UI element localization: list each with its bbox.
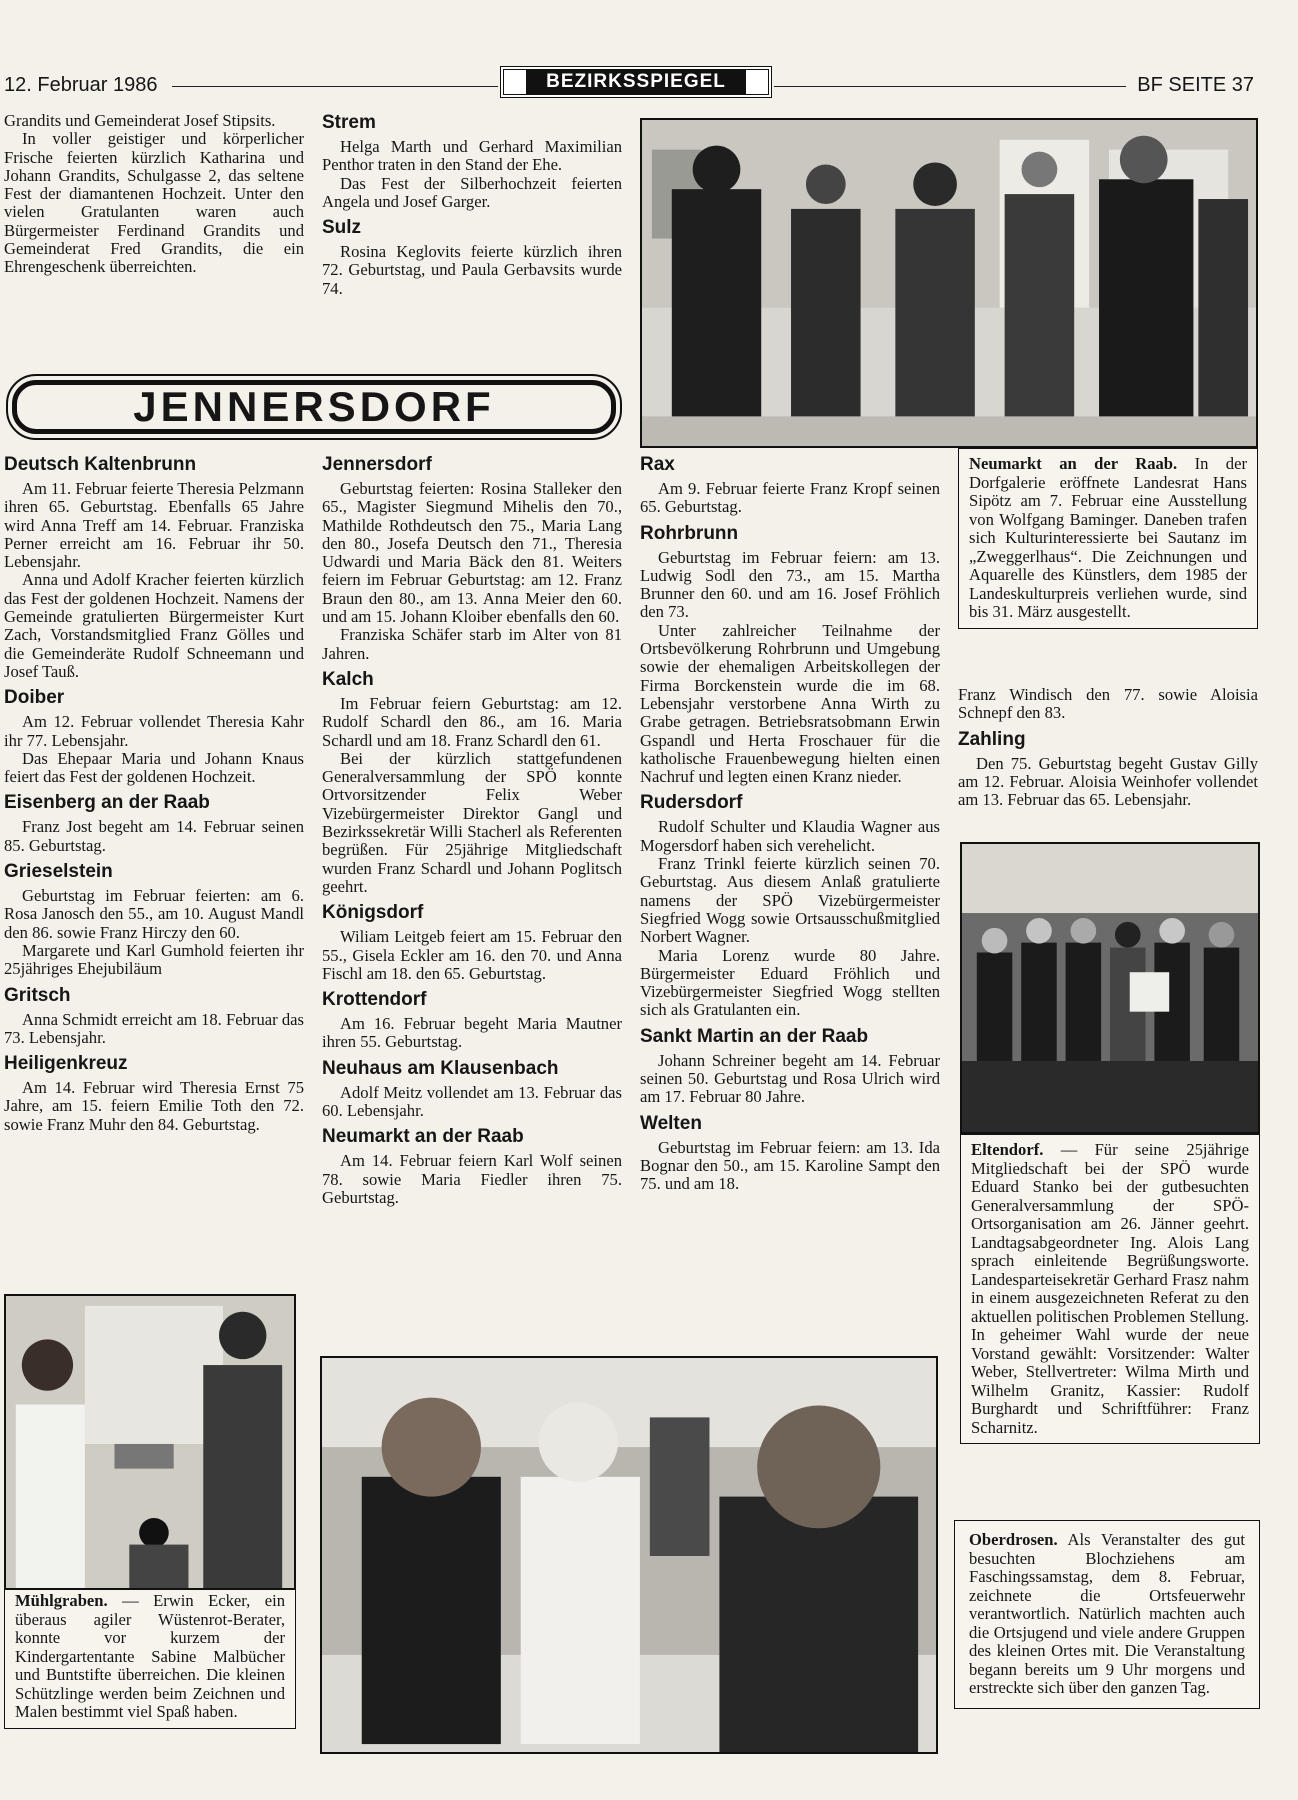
heading: Königsdorf: [322, 902, 424, 924]
paragraph: Geburtstag im Februar feiern: am 13. Ida Bognar den 50., am 15. Karoline Sampt den 75. und am 18.: [640, 1137, 940, 1194]
heading-sulz: Sulz: [322, 217, 362, 239]
photo-blochziehen: [320, 1356, 938, 1754]
caption-title: Mühlgraben.: [15, 1591, 108, 1610]
heading: Welten: [640, 1112, 702, 1134]
paragraph: Anna Schmidt erreicht am 18. Februar das 73. Lebensjahr.: [4, 1009, 304, 1047]
paragraph: Den 75. Geburtstag begeht Gustav Gilly am 12. Februar. Aloisia Weinhofer vollendet am 13. Februar das 65. Lebensjahr.: [958, 753, 1258, 810]
paragraph: Am 12. Februar vollendet Theresia Kahr ihr 77. Lebensjahr.: [4, 712, 304, 750]
paragraph: Im Februar feiern Geburtstag: am 12. Rudolf Schardl den 86., am 16. Maria Schardl und am 18. Franz Schardl den 61.: [322, 693, 622, 750]
paragraph: Am 14. Februar feiern Karl Wolf seinen 78. sowie Maria Fiedler ihren 75. Geburtstag.: [322, 1151, 622, 1207]
photo-image: [962, 844, 1258, 1132]
top-middle-text: [322, 112, 622, 298]
column-3: [640, 454, 940, 1194]
photo-muehlgraben: [4, 1294, 296, 1590]
paragraph: Unter zahlreicher Teilnahme der Ortsbevölkerung Rohrbrunn und Umgebung sowie der ehemaligen Arbeitskollegen der Firma Borckenstein wurde die im 68. Lebensjahr verstorbene Anna Wirth zu Grabe getragen. Betriebsratsobmann Erwin Gspandl und Herta Froschauer für die katholische Frauenbewegung hielten einen Nachruf und legten einen Kranz nieder.: [640, 620, 940, 787]
paragraph: Geburtstag feierten: Rosina Stalleker den 65., Magister Siegmund Mihelis den 70., Mathilde Rothdeutsch den 75., Maria Lang den 80., Josefa Deutsch den 71., Theresia Udwardi und Maria Bäck den 81. Weiters feiern im Februar Geburtstag: am 12. Franz Braun den 80., am 13. Anna Meier den 60. und am 15. Johann Kloiber ebenfalls den 60.: [322, 479, 622, 627]
paragraph: Franziska Schäfer starb im Alter von 81 Jahren.: [322, 625, 622, 663]
paragraph: Franz Windisch den 77. sowie Aloisia Schnepf den 83.: [958, 685, 1258, 723]
header-rule-left: [172, 86, 498, 87]
caption-title: Eltendorf.: [971, 1140, 1044, 1159]
photo-image: [322, 1358, 936, 1752]
paragraph: Grandits und Gemeinderat Josef Stipsits.: [4, 111, 276, 130]
page-header: [4, 66, 1254, 106]
paragraph: Am 9. Februar feierte Franz Kropf seinen 65. Geburtstag.: [640, 479, 940, 517]
heading: Heiligenkreuz: [4, 1053, 128, 1075]
photo-eltendorf: [960, 842, 1260, 1134]
section-title: BEZIRKSSPIEGEL: [526, 70, 746, 94]
caption-text: In der Dorfgalerie eröffnete Landesrat Hans Sipötz am 7. Februar eine Ausstellung von Wolfgang Baminger. Daneben trafen sich Kulturinteressierte bei Sautanz im „Zweggerlhaus“. Die Zeichnungen und Aquarelle des Künstlers, dem 1985 der Landeskulturpreis verliehen wurde, sind bis 31. März ausgestellt.: [969, 454, 1247, 621]
paragraph: Helga Marth und Gerhard Maximilian Penthor traten in den Stand der Ehe.: [322, 137, 622, 175]
photo-image: [6, 1296, 294, 1588]
paragraph: Johann Schreiner begeht am 14. Februar seinen 50. Geburtstag und Rosa Ulrich wird am 17. Februar 80 Jahre.: [640, 1050, 940, 1107]
caption-eltendorf: [960, 1134, 1260, 1444]
column-1: [4, 454, 304, 1134]
heading: Kalch: [322, 668, 374, 690]
paragraph: Geburtstag im Februar feierten: am 6. Rosa Janosch den 55., am 10. August Mandl den 86. sowie Franz Hirczy den 60.: [4, 886, 304, 942]
heading: Jennersdorf: [322, 454, 432, 475]
region-banner: [6, 374, 622, 440]
caption-neumarkt: [958, 448, 1258, 629]
section-title-box: [500, 66, 772, 98]
heading: Zahling: [958, 728, 1026, 750]
paragraph: Am 14. Februar wird Theresia Ernst 75 Jahre, am 15. feiern Emilie Toth den 72. sowie Franz Muhr den 84. Geburtstag.: [4, 1078, 304, 1134]
paragraph: Maria Lorenz wurde 80 Jahre. Bürgermeister Eduard Fröhlich und Vizebürgermeister Siegfried Wogg stellten sich als Gratulanten ein.: [640, 945, 940, 1020]
heading: Doiber: [4, 687, 65, 709]
paragraph: Franz Trinkl feierte kürzlich seinen 70. Geburtstag. Aus diesem Anlaß gratulierte namens der SPÖ Vizebürgermeister Siegfried Wogg sowie Ortsausschußmitglied Norbert Wagner.: [640, 854, 940, 947]
heading: Gritsch: [4, 984, 71, 1006]
header-rule-right: [774, 86, 1126, 87]
paragraph: Anna und Adolf Kracher feierten kürzlich das Fest der goldenen Hochzeit. Namens der Gemeinde gratulierten Bürgermeister Kurt Zach, Vorstandsmitglied Franz Göllеs und die Gemeinderäte Rudolf Schneemann und Josef Tauß.: [4, 570, 304, 681]
heading-strem: Strem: [322, 112, 376, 133]
caption-oberdrosen: [954, 1520, 1260, 1709]
paragraph: Das Fest der Silberhochzeit feierten Angela und Josef Garger.: [322, 173, 622, 211]
paragraph: Am 16. Februar begeht Maria Mautner ihren 55. Geburtstag.: [322, 1014, 622, 1052]
page-number: BF SEITE 37: [1137, 74, 1254, 96]
paragraph: Bei der kürzlich stattgefundenen Generalversammlung der SPÖ konnte Ortvorsitzender Felix Weber Vizebürgermeister Direktor Gangl und Bezirkssekretär Willi Stacherl als Referenten begrüßen. Für 25jährige Mitgliedschaft wurden Franz Schardl und Johann Poglitsch geehrt.: [322, 748, 622, 896]
caption-muehlgraben: [4, 1590, 296, 1729]
region-banner-title: JENNERSDORF: [12, 380, 616, 434]
column-2: [322, 454, 622, 1207]
paragraph: Geburtstag im Februar feiern: am 13. Ludwig Sodl den 73., am 15. Martha Brunner den 60. und am 16. Josef Fröhlich den 73.: [640, 547, 940, 622]
caption-text: — Erwin Ecker, ein überaus agiler Wüstenrot-Berater, konnte vor kurzem der Kindergartentante Sabine Malbücher und Buntstifte überreichen. Die kleinen Schützlinge werden beim Zeichnen und Malen bestimmt viel Spaß haben.: [15, 1591, 285, 1721]
heading: Deutsch Kaltenbrunn: [4, 454, 197, 475]
heading: Rohrbrunn: [640, 522, 739, 544]
header-date: 12. Februar 1986: [4, 74, 158, 96]
photo-gallery-opening: [640, 118, 1258, 448]
heading: Neumarkt an der Raab: [322, 1126, 524, 1148]
caption-text: — Für seine 25jährige Mitgliedschaft bei der SPÖ wurde Eduard Stanko bei der gutbesuchten Generalversammlung der SPÖ-Ortsorganisation am 26. Jänner geehrt. Landtagsabgeordneter Ing. Alois Lang sprach einleitende Begrüßungsworte. Landesparteisekretär Gerhard Frasz nahm in einem ausgezeichneten Referat zu den aktuellen politischen Problemen Stellung. In geheimer Wahl wurde der neue Vorstand gewählt: Vorsitzender: Walter Weber, Stellvertreter: Wilma Mirth und Wilhelm Granitz, Kassier: Rudolf Burghardt und Schriftführer: Franz Scharnitz.: [971, 1140, 1249, 1437]
caption-title: Oberdrosen.: [969, 1530, 1058, 1549]
heading: Neuhaus am Klausenbach: [322, 1057, 559, 1079]
photo-image: [642, 120, 1256, 446]
paragraph: In voller geistiger und körperlicher Frische feierten kürzlich Katharina und Johann Grandits, Schulgasse 2, das seltene Fest der diamantenen Hochzeit. Unter den vielen Gratulanten waren auch Bürgermeister Ferdinand Grandits und Gemeinderat Fred Grandits, die ein Ehrengeschenk überreichten.: [4, 129, 304, 277]
paragraph: Rudolf Schulter und Klaudia Wagner aus Mogersdorf haben sich verehelicht.: [640, 817, 940, 855]
caption-text: Als Veranstalter des gut besuchten Blochziehens am Faschingssamstag, dem 8. Februar, zeichnete die Ortsfeuerwehr verantwortlich. Natürlich machten auch die Ortsjugend und viele andere Gruppen des kleinen Ortes mit. Die Veranstaltung begann bereits um 9 Uhr morgens und erstreckte sich über den ganzen Tag.: [969, 1530, 1246, 1697]
heading: Eisenberg an der Raab: [4, 792, 210, 814]
paragraph: Am 11. Februar feierte Theresia Pelzmann ihren 65. Geburtstag. Ebenfalls 65 Jahre wird Anna Treff am 14. Februar. Franziska Perner erreicht am 16. Februar ihr 50. Lebensjahr.: [4, 479, 304, 572]
heading: Grieselstein: [4, 861, 113, 883]
paragraph: Adolf Meitz vollendet am 13. Februar das 60. Lebensjahr.: [322, 1082, 622, 1121]
paragraph: Das Ehepaar Maria und Johann Knaus feiert das Fest der goldenen Hochzeit.: [4, 748, 304, 787]
top-left-text: [4, 112, 304, 277]
heading: Krottendorf: [322, 989, 427, 1011]
caption-title: Neumarkt an der Raab.: [969, 454, 1178, 473]
heading: Rax: [640, 454, 675, 475]
paragraph: Margarete und Karl Gumhold feierten ihr 25jähriges Ehejubiläum: [4, 940, 304, 979]
column-4: [958, 686, 1258, 809]
heading: Rudersdorf: [640, 792, 743, 814]
paragraph: Wiliam Leitgeb feiert am 15. Februar den 55., Gisela Eckler am 16. den 70. und Anna Fischl am 18. den 65. Geburtstag.: [322, 927, 622, 983]
heading: Sankt Martin an der Raab: [640, 1025, 869, 1047]
paragraph: Franz Jost begeht am 14. Februar seinen 85. Geburtstag.: [4, 817, 304, 855]
paragraph: Rosina Keglovits feierte kürzlich ihren 72. Geburtstag, und Paula Gerbavsits wurde 74.: [322, 242, 622, 298]
